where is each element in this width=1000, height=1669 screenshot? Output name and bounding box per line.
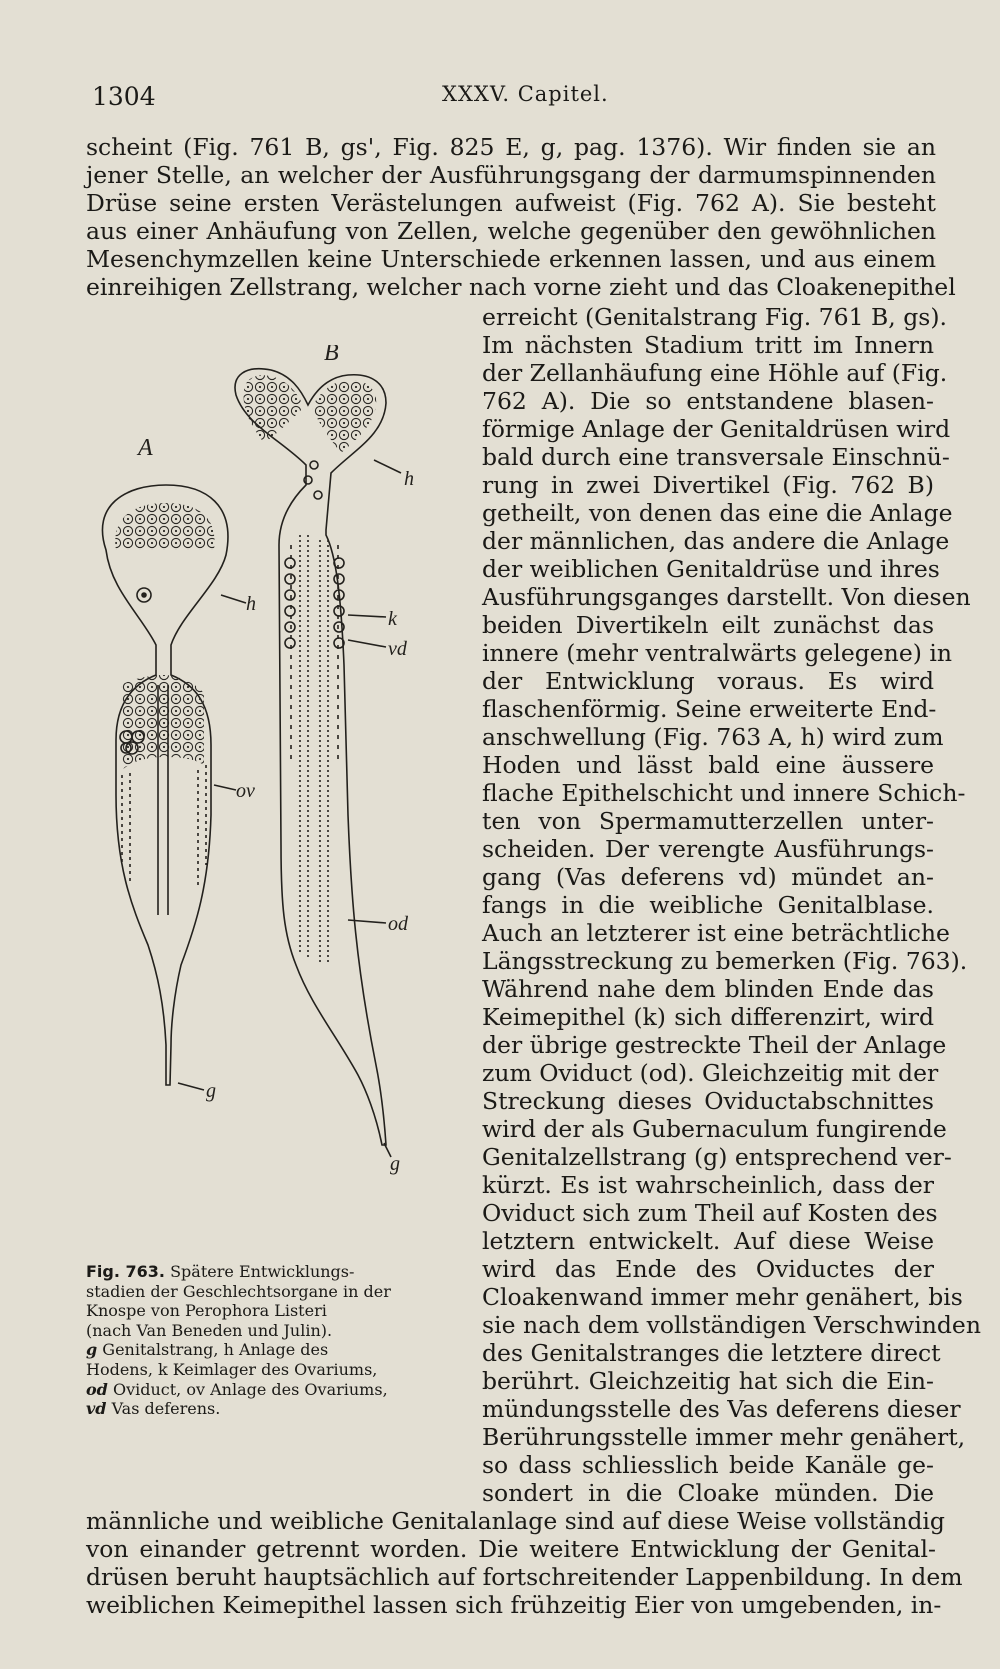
text-line: männliche und weibliche Genitalanlage sind auf diese Weise vollständig [86, 1507, 945, 1535]
label-stage-a: A [138, 435, 153, 461]
text-line: wird das Ende des Oviductes der [482, 1255, 934, 1283]
text-line: ten von Spermamutterzellen unter- [482, 807, 934, 835]
text-line: erreicht (Genitalstrang Fig. 761 B, gs). [482, 303, 947, 331]
text-line: Im nächsten Stadium tritt im Innern [482, 331, 934, 359]
text-line: berührt. Gleichzeitig hat sich die Ein- [482, 1367, 934, 1395]
text-line: der männlichen, das andere die Anlage [482, 527, 950, 555]
label-vd: vd [388, 638, 407, 660]
text-line: Cloakenwand immer mehr genähert, bis [482, 1283, 963, 1311]
running-head: XXXV. Capitel. [442, 82, 609, 106]
text-line: Während nahe dem blinden Ende das [482, 975, 934, 1003]
text-line: der übrige gestreckte Theil der Anlage [482, 1031, 947, 1059]
text-line: einreihigen Zellstrang, welcher nach vorne zieht und das Cloakenepithel [86, 273, 956, 301]
label-od: od [388, 913, 408, 935]
label-g-stage-b: g [390, 1153, 400, 1175]
caption-line: Genitalstrang, h Anlage des [102, 1340, 329, 1360]
text-line: sondert in die Cloake münden. Die [482, 1479, 934, 1507]
text-line: beiden Divertikeln eilt zunächst das [482, 611, 934, 639]
caption-line: Spätere Entwicklungs- [170, 1262, 355, 1281]
text-line: Ausführungsganges darstellt. Von diesen [482, 583, 971, 611]
label-k: k [388, 608, 397, 630]
stage-a-drawing [102, 485, 227, 1085]
text-line: Streckung dieses Oviductabschnittes [482, 1087, 934, 1115]
text-line: der Zellanhäufung eine Höhle auf (Fig. [482, 359, 948, 387]
text-line: förmige Anlage der Genitaldrüsen wird [482, 415, 951, 443]
text-line: von einander getrennt worden. Die weitere Entwicklung der Genital- [86, 1535, 936, 1563]
caption-abbr-vd: vd [86, 1399, 107, 1419]
text-line: Oviduct sich zum Theil auf Kosten des [482, 1199, 938, 1227]
text-line: zum Oviduct (od). Gleichzeitig mit der [482, 1059, 939, 1087]
text-line: des Genitalstranges die letztere direct [482, 1339, 941, 1367]
text-line: weiblichen Keimepithel lassen sich frühzeitig Eier von umgebenden, in- [86, 1591, 942, 1619]
stage-b-drawing [235, 369, 386, 1145]
page-header [92, 82, 932, 116]
label-stage-b: B [324, 345, 339, 366]
text-line: letztern entwickelt. Auf diese Weise [482, 1227, 934, 1255]
text-line: mündungsstelle des Vas deferens dieser [482, 1395, 961, 1423]
figure-number: Fig. 763. [86, 1262, 165, 1281]
caption-line: Vas deferens. [111, 1399, 221, 1419]
text-line: Genitalzellstrang (g) entsprechend ver- [482, 1143, 952, 1171]
label-g-stage-a: g [206, 1080, 216, 1102]
figure-caption [86, 1262, 444, 1419]
caption-line: (nach Van Beneden und Julin). [86, 1320, 333, 1340]
text-line: Auch an letzterer ist eine beträchtliche [482, 919, 950, 947]
caption-line: stadien der Geschlechtsorgane in der [86, 1281, 391, 1301]
figure-drawing [86, 345, 478, 1243]
figure-763 [86, 345, 478, 1243]
text-line: wird der als Gubernaculum fungirende [482, 1115, 947, 1143]
text-line: sie nach dem vollständigen Verschwinden [482, 1311, 981, 1339]
text-line: rung in zwei Divertikel (Fig. 762 B) [482, 471, 934, 499]
text-line: so dass schliesslich beide Kanäle ge- [482, 1451, 934, 1479]
label-h-stage-b: h [404, 468, 414, 490]
text-line: getheilt, von denen das eine die Anlage [482, 499, 953, 527]
text-line: innere (mehr ventralwärts gelegene) in [482, 639, 953, 667]
text-line: bald durch eine transversale Einschnü- [482, 443, 950, 471]
text-line: flaschenförmig. Seine erweiterte End- [482, 695, 937, 723]
text-line: aus einer Anhäufung von Zellen, welche gegenüber den gewöhnlichen [86, 217, 936, 245]
text-line: Längsstreckung zu bemerken (Fig. 763). [482, 947, 968, 975]
text-line: jener Stelle, an welcher der Ausführungsgang der darmumspinnenden [86, 161, 936, 189]
caption-line: Hodens, k Keimlager des Ovariums, [86, 1359, 378, 1379]
text-line: anschwellung (Fig. 763 A, h) wird zum [482, 723, 944, 751]
text-line: Berührungsstelle immer mehr genähert, [482, 1423, 966, 1451]
text-line: drüsen beruht hauptsächlich auf fortschreitender Lappenbildung. In dem [86, 1563, 963, 1591]
text-line: der Entwicklung voraus. Es wird [482, 667, 934, 695]
text-line: Mesenchymzellen keine Unterschiede erkennen lassen, und aus einem [86, 245, 936, 273]
text-line: der weiblichen Genitaldrüse und ihres [482, 555, 940, 583]
label-ov: ov [236, 780, 255, 802]
text-line: scheiden. Der verengte Ausführungs- [482, 835, 934, 863]
text-line: flache Epithelschicht und innere Schich- [482, 779, 966, 807]
text-line: Drüse seine ersten Verästelungen aufweist (Fig. 762 A). Sie besteht [86, 189, 936, 217]
page-number: 1304 [92, 82, 156, 111]
label-h-stage-a: h [246, 593, 256, 615]
caption-line: Oviduct, ov Anlage des Ovariums, [112, 1379, 388, 1399]
caption-line: Knospe von Perophora Listeri [86, 1301, 327, 1321]
text-line: Keimepithel (k) sich differenzirt, wird [482, 1003, 934, 1031]
caption-abbr-od: od [86, 1379, 108, 1399]
text-line: kürzt. Es ist wahrscheinlich, dass der [482, 1171, 934, 1199]
text-line: fangs in die weibliche Genitalblase. [482, 891, 934, 919]
text-line: 762 A). Die so entstandene blasen- [482, 387, 934, 415]
text-line: Hoden und lässt bald eine äussere [482, 751, 934, 779]
text-line: gang (Vas deferens vd) mündet an- [482, 863, 934, 891]
text-line: scheint (Fig. 761 B, gs', Fig. 825 E, g, pag. 1376). Wir finden sie an [86, 133, 936, 161]
caption-abbr-g: g [86, 1340, 98, 1360]
